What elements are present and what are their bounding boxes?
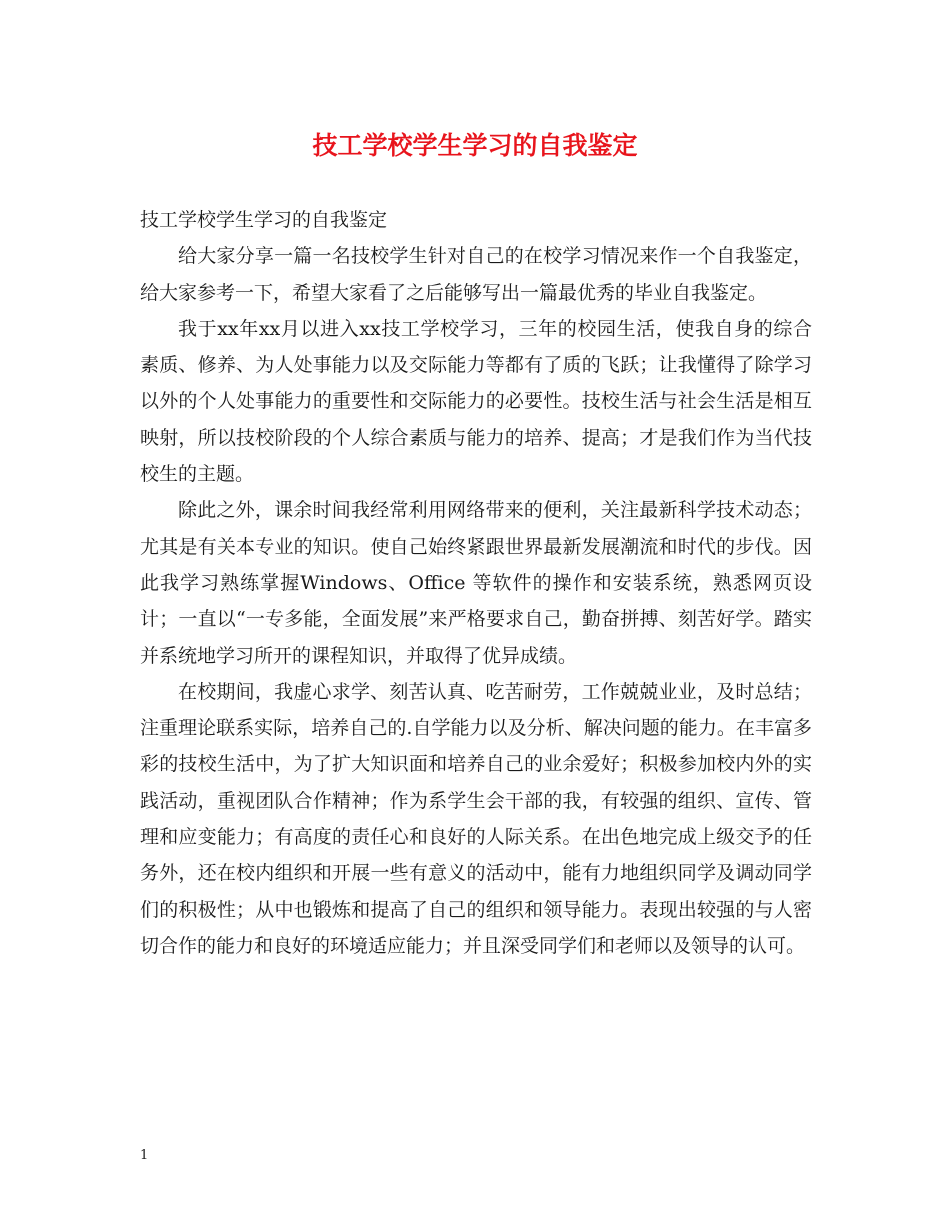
- document-subtitle: 技工学校学生学习的自我鉴定: [140, 209, 388, 231]
- paragraph: 给大家分享一篇一名技校学生针对自己的在校学习情况来作一个自我鉴定，给大家参考一下，希望大家看了之后能够写出一篇最优秀的毕业自我鉴定。: [140, 245, 812, 304]
- document-title: 技工学校学生学习的自我鉴定: [312, 131, 638, 160]
- paragraph: 在校期间，我虚心求学、刻苦认真、吃苦耐劳，工作兢兢业业，及时总结；注重理论联系实际，培养自己的.自学能力以及分析、解决问题的能力。在丰富多彩的技校生活中，为了扩大知识面和培养自己的业余爱好；积极参加校内外的实践活动，重视团队合作精神；作为系学生会干部的我，有较强的组织、宣传、管理和应变能力；有高度的责任心和良好的人际关系。在出色地完成上级交予的任务外，还在校内组织和开展一些有意义的活动中，能有力地组织同学及调动同学们的积极性；从中也锻炼和提高了自己的组织和领导能力。表现出较强的与人密切合作的能力和良好的环境适应能力；并且深受同学们和老师以及领导的认可。: [140, 680, 812, 957]
- paragraph: 我于xx年xx月以进入xx技工学校学习，三年的校园生活，使我自身的综合素质、修养、为人处事能力以及交际能力等都有了质的飞跃；让我懂得了除学习以外的个人处事能力的重要性和交际能力的必要性。技校生活与社会生活是相互映射，所以技校阶段的个人综合素质与能力的培养、提高；才是我们作为当代技校生的主题。: [140, 317, 812, 486]
- document-body: [140, 202, 812, 964]
- paragraph: 除此之外，课余时间我经常利用网络带来的便利，关注最新科学技术动态；尤其是有关本专业的知识。使自己始终紧跟世界最新发展潮流和时代的步伐。因此我学习熟练掌握Windows、Office 等软件的操作和安装系统，熟悉网页设计；一直以“一专多能，全面发展”来严格要求自己，勤奋拼搏、刻苦好学。踏实并系统地学习所开的课程知识，并取得了优异成绩。: [140, 499, 812, 667]
- page-number: 1: [140, 1148, 149, 1163]
